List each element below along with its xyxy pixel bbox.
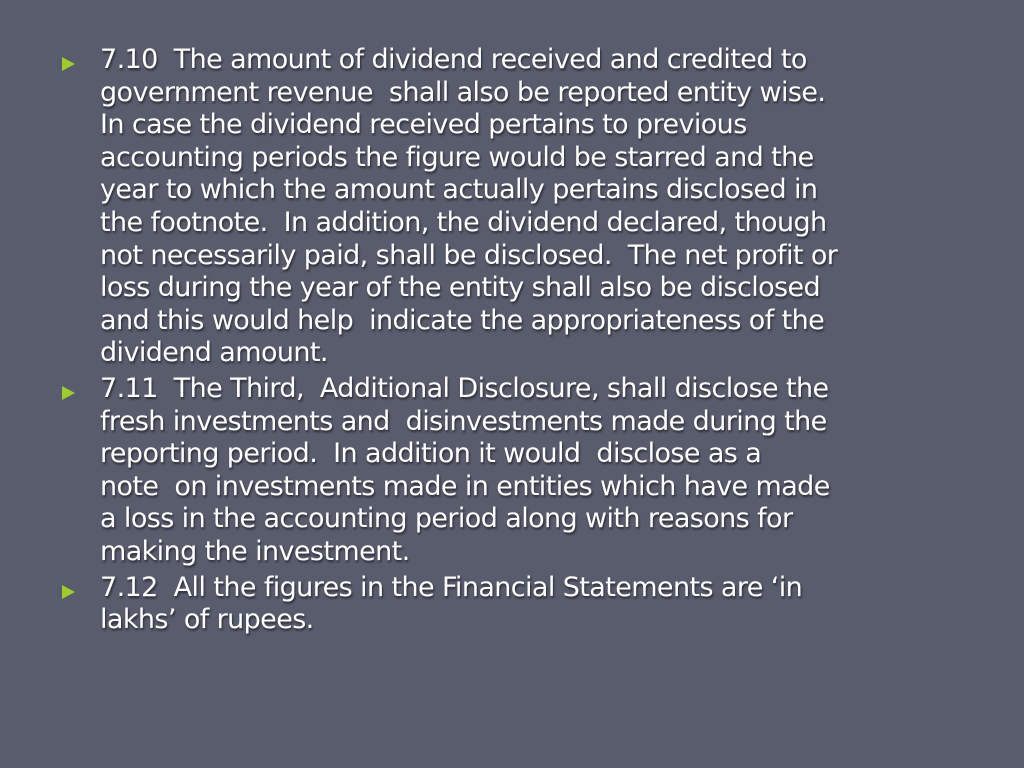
bullet-line: loss during the year of the entity shall also be disclosed <box>100 272 821 304</box>
bullet-text-7-10 <box>100 44 967 370</box>
bullet-line: dividend amount. <box>100 337 328 369</box>
bullet-line: In case the dividend received pertains to previous <box>100 109 747 141</box>
bullet-line: 7.12 All the figures in the Financial Statements are ‘in <box>100 571 803 603</box>
bullet-line: note on investments made in entities which have made <box>100 470 830 502</box>
bullet-line: the footnote. In addition, the dividend declared, though <box>100 206 827 238</box>
bullet-line: fresh investments and disinvestments made during the <box>100 405 827 437</box>
bullet-line: government revenue shall also be reported entity wise. <box>100 76 826 108</box>
bullet-item-7-12 <box>62 572 967 637</box>
bullet-line: a loss in the accounting period along with reasons for <box>100 503 793 535</box>
bullet-text-7-12 <box>100 572 967 637</box>
bullet-line: reporting period. In addition it would disclose as a <box>100 438 762 470</box>
triangle-bullet-icon <box>62 585 75 599</box>
triangle-bullet-icon <box>62 386 75 400</box>
bullet-line: not necessarily paid, shall be disclosed. The net profit or <box>100 239 838 271</box>
bullet-line: and this would help indicate the appropriateness of the <box>100 304 825 336</box>
bullet-line: year to which the amount actually pertains disclosed in <box>100 174 818 206</box>
bullet-item-7-10 <box>62 44 967 370</box>
bullet-item-7-11 <box>62 373 967 569</box>
bullet-line: making the investment. <box>100 535 410 567</box>
triangle-bullet-icon <box>62 57 75 71</box>
bullet-line: 7.10 The amount of dividend received and credited to <box>100 44 807 75</box>
bullet-line: accounting periods the figure would be starred and the <box>100 141 814 173</box>
bullet-list <box>62 44 967 640</box>
bullet-line: lakhs’ of rupees. <box>100 604 314 636</box>
bullet-line: 7.11 The Third, Additional Disclosure, shall disclose the <box>100 372 829 404</box>
bullet-text-7-11 <box>100 373 967 569</box>
